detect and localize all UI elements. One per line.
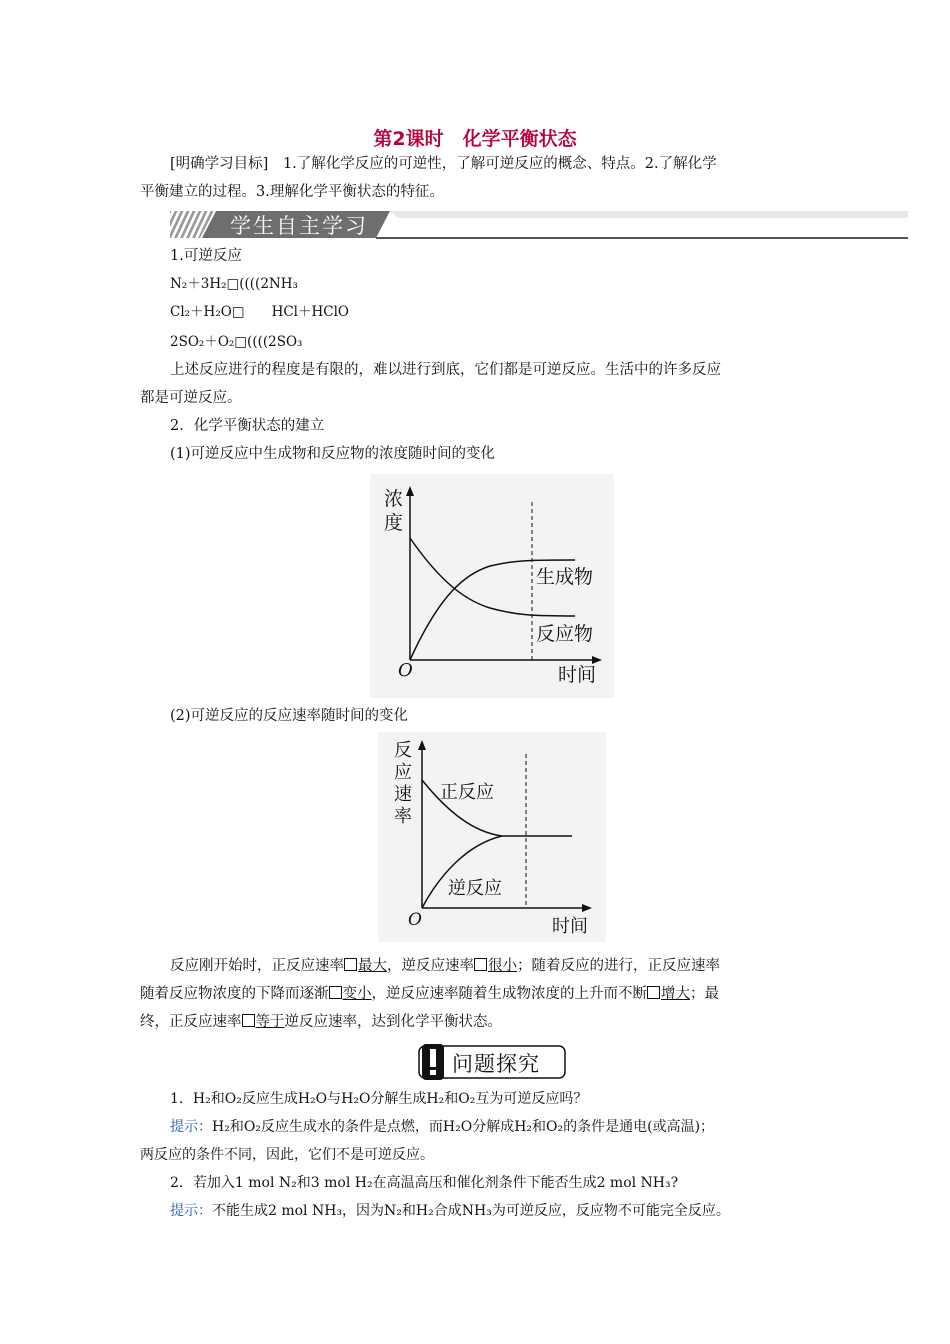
blank-box (647, 986, 660, 999)
concentration-chart (370, 474, 614, 698)
chart2-series-forward: 正反应 (440, 782, 494, 803)
objectives-tag: [明确学习目标] (170, 156, 269, 172)
hint-1-text: H₂和O₂反应生成水的条件是点燃，而H₂O分解成H₂和O₂的条件是通电(或高温)； (212, 1119, 715, 1135)
summary-text-6: ；最 (690, 986, 719, 1002)
question-banner (418, 1044, 566, 1080)
chart2-origin: O (408, 910, 422, 930)
chart1-origin: O (398, 660, 413, 681)
summary-text-8: 逆反应速率，达到化学平衡状态。 (284, 1014, 502, 1030)
blank-box (329, 986, 342, 999)
chart2-ylabel-2: 应 (394, 762, 412, 783)
question-2: 2．若加入1 mol N₂和3 mol H₂在高温高压和催化剂条件下能否生成2 mol NH₃? (170, 1175, 679, 1191)
blank-box (242, 1014, 255, 1027)
chart1-ylabel-2: 度 (384, 512, 404, 534)
item1-heading: 1.可逆反应 (170, 248, 242, 264)
answer-decrease: 变小 (342, 986, 372, 1002)
chart2-ylabel-4: 率 (394, 806, 412, 827)
objectives-line2: 平衡建立的过程。3.理解化学平衡状态的特征。 (140, 184, 444, 200)
chart1-y-arrow (406, 486, 414, 496)
summary-text-1: 反应刚开始时，正反应速率 (170, 958, 344, 974)
hint-2-text: 不能生成2 mol NH₃，因为N₂和H₂合成NH₃为可逆反应，反应物不可能完全反应。 (212, 1203, 730, 1219)
answer-equal: 等于 (255, 1014, 285, 1030)
summary-line1 (170, 954, 720, 975)
equation-ammonia: N₂＋3H₂□((((2NH₃ (170, 276, 298, 292)
chart1-series-reactant: 反应物 (536, 623, 594, 645)
chart2-x-arrow (582, 904, 592, 912)
summary-line2 (140, 982, 719, 1003)
answer-increase: 增大 (661, 986, 690, 1002)
hint-1-line1 (170, 1116, 714, 1136)
objectives-line1 (170, 152, 717, 173)
summary-text-4: 随着反应物浓度的下降而逐渐 (140, 986, 329, 1002)
summary-text-2: ，逆反应速率 (387, 958, 474, 974)
summary-text-7: 终，正反应速率 (140, 1014, 242, 1030)
item2-sub1: (1)可逆反应中生成物和反应物的浓度随时间的变化 (170, 446, 496, 462)
answer-max: 最大 (358, 958, 387, 974)
hint-2-line1 (170, 1200, 730, 1220)
question-banner-text: 问题探究 (452, 1052, 540, 1076)
chart2-ylabel-1: 反 (394, 740, 412, 761)
item2-sub2: (2)可逆反应的反应速率随时间的变化 (170, 708, 409, 724)
objectives-text-1: 1.了解化学反应的可逆性，了解可逆反应的概念、特点。2.了解化学 (282, 156, 717, 172)
hint-label: 提示： (170, 1119, 212, 1135)
chart2-y-arrow (418, 740, 426, 750)
chart2-xlabel: 时间 (552, 916, 588, 937)
question-1: 1．H₂和O₂反应生成H₂O与H₂O分解生成H₂和O₂互为可逆反应吗？ (170, 1091, 588, 1107)
item2-heading: 2．化学平衡状态的建立 (170, 418, 325, 434)
summary-text-5: ，逆反应速率随着生成物浓度的上升而不断 (371, 986, 647, 1002)
chart2-ylabel-3: 速 (394, 784, 412, 805)
chart2-series-reverse: 逆反应 (448, 878, 502, 899)
blank-box (344, 958, 357, 971)
rate-chart (378, 732, 606, 942)
page-title: 第2课时 化学平衡状态 (373, 128, 577, 150)
blank-box (474, 958, 487, 971)
summary-line3 (140, 1010, 502, 1031)
chart1-series-product: 生成物 (536, 566, 594, 588)
summary-text-3: ；随着反应的进行，正反应速率 (517, 958, 720, 974)
hint-1-line2: 两反应的条件不同，因此，它们不是可逆反应。 (140, 1147, 434, 1163)
section-banner (170, 208, 908, 242)
equation-sulfur: 2SO₂＋O₂□((((2SO₃ (170, 334, 303, 350)
hint-label: 提示： (170, 1203, 212, 1219)
item1-desc-1: 上述反应进行的程度是有限的，难以进行到底，它们都是可逆反应。生活中的许多反应 (170, 362, 721, 378)
section-banner-text: 学生自主学习 (230, 214, 368, 238)
item1-desc-2: 都是可逆反应。 (140, 390, 242, 406)
chart1-ylabel-1: 浓 (384, 488, 404, 510)
answer-small: 很小 (488, 958, 517, 974)
chart1-xlabel: 时间 (558, 664, 597, 686)
equation-chlorine: Cl₂＋H₂O□ HCl＋HClO (170, 304, 349, 320)
